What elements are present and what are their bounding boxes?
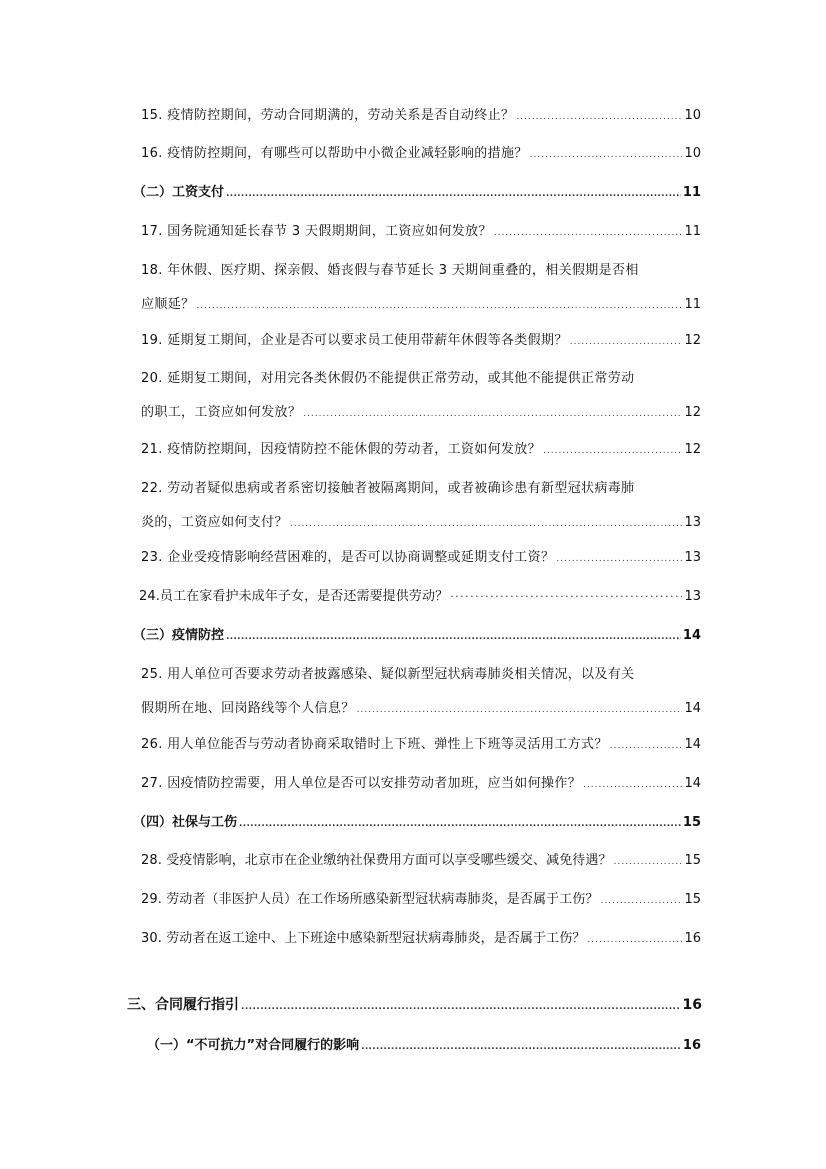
toc-page-number: 13 (684, 515, 701, 530)
leader-dots (450, 588, 682, 605)
toc-section-title: （一）“不可抗力”对合同履行的影响 (147, 1038, 360, 1053)
toc-page-number: 15 (684, 892, 701, 907)
toc-page-number: 10 (684, 108, 701, 123)
toc-entry-text: 15. 疫情防控期间，劳动合同期满的，劳动关系是否自动终止？ (141, 108, 515, 123)
leader-dots (530, 147, 683, 164)
leader-dots (241, 999, 681, 1016)
leader-dots (543, 443, 682, 460)
toc-section-force-majeure[interactable] (147, 1037, 701, 1056)
leader-dots (290, 516, 683, 533)
toc-entry-text: 应顺延？ (141, 297, 195, 312)
toc-entry-19[interactable] (141, 332, 701, 351)
toc-entry-text: 19. 延期复工期间，企业是否可以要求员工使用带薪年休假等各类假期？ (141, 333, 568, 348)
toc-page-number: 13 (684, 550, 701, 565)
leader-dots (587, 932, 682, 949)
toc-page-number: 16 (684, 931, 701, 946)
leader-dots (583, 777, 682, 794)
toc-page-number: 11 (682, 185, 701, 200)
toc-section-title: （四）社保与工伤 (133, 815, 238, 830)
toc-entry-text: 21. 疫情防控期间，因疫情防控不能休假的劳动者，工资如何发放？ (141, 442, 542, 457)
leader-dots (303, 406, 682, 423)
toc-entry-27[interactable] (141, 775, 701, 794)
leader-dots (226, 186, 681, 203)
toc-page-number: 15 (682, 815, 701, 830)
toc-page-number: 14 (684, 701, 701, 716)
toc-page-number: 16 (682, 1038, 701, 1053)
toc-entry-text-line1: 22. 劳动者疑似患病或者系密切接触者被隔离期间，或者被确诊患有新型冠状病毒肺 (141, 481, 635, 496)
toc-entry-15[interactable] (141, 107, 701, 126)
toc-entry-text: 26. 用人单位能否与劳动者协商采取错时上下班、弹性上下班等灵活用工方式？ (141, 737, 608, 752)
toc-page-number: 15 (684, 853, 701, 868)
toc-page-number: 13 (684, 589, 701, 604)
toc-page-number: 14 (684, 776, 701, 791)
leader-dots (226, 629, 681, 646)
toc-entry-20[interactable] (141, 370, 701, 423)
toc-entry-25[interactable] (141, 666, 701, 719)
toc-section-title: （三）疫情防控 (133, 628, 225, 643)
toc-entry-text: 假期所在地、回岗路线等个人信息？ (141, 701, 355, 716)
leader-dots (357, 702, 683, 719)
toc-entry-21[interactable] (141, 441, 701, 460)
toc-entry-text: 的职工，工资应如何发放？ (141, 405, 302, 420)
leader-dots (601, 893, 683, 910)
toc-entry-text: 炎的，工资应如何支付？ (141, 515, 288, 530)
leader-dots (614, 854, 683, 871)
toc-entry-23[interactable] (141, 549, 701, 568)
toc-entry-22[interactable] (141, 480, 701, 533)
toc-page-number: 16 (682, 997, 702, 1013)
leader-dots (570, 334, 683, 351)
toc-entry-24[interactable] (139, 588, 701, 605)
toc-part-contract-performance[interactable] (127, 997, 702, 1016)
toc-section-wage-payment[interactable] (133, 184, 701, 203)
toc-entry-18[interactable] (141, 262, 701, 315)
toc-page-number: 14 (684, 737, 701, 752)
toc-entry-29[interactable] (141, 891, 701, 910)
toc-entry-16[interactable] (141, 145, 701, 164)
leader-dots (361, 1039, 681, 1056)
toc-entry-17[interactable] (141, 223, 701, 242)
toc-page-number: 11 (684, 224, 701, 239)
toc-section-title: （二）工资支付 (133, 185, 225, 200)
leader-dots (516, 109, 682, 126)
leader-dots (556, 551, 682, 568)
toc-section-epidemic-control[interactable] (133, 627, 701, 646)
toc-entry-text: 16. 疫情防控期间，有哪些可以帮助中小微企业减轻影响的措施？ (141, 146, 528, 161)
toc-page-number: 14 (682, 628, 701, 643)
toc-page-number: 12 (684, 333, 701, 348)
leader-dots (494, 225, 683, 242)
toc-entry-text: 17. 国务院通知延长春节 3 天假期期间，工资应如何发放？ (141, 224, 492, 239)
toc-entry-text: 24.员工在家看护未成年子女，是否还需要提供劳动？ (139, 589, 449, 604)
toc-section-social-insurance[interactable] (133, 814, 701, 833)
toc-entry-text-line1: 18. 年休假、医疗期、探亲假、婚丧假与春节延长 3 天期间重叠的，相关假期是否相 (141, 263, 639, 278)
toc-page-number: 10 (684, 146, 701, 161)
toc-entry-text-line1: 25. 用人单位可否要求劳动者披露感染、疑似新型冠状病毒肺炎相关情况，以及有关 (141, 667, 635, 682)
toc-entry-26[interactable] (141, 736, 701, 755)
leader-dots (196, 298, 682, 315)
toc-entry-text: 30. 劳动者在返工途中、上下班途中感染新型冠状病毒肺炎，是否属于工伤？ (141, 931, 586, 946)
leader-dots (239, 816, 681, 833)
toc-page-number: 12 (684, 405, 701, 420)
toc-entry-28[interactable] (141, 852, 701, 871)
toc-entry-text: 27. 因疫情防控需要，用人单位是否可以安排劳动者加班，应当如何操作？ (141, 776, 582, 791)
leader-dots (610, 738, 683, 755)
toc-entry-text-line1: 20. 延期复工期间，对用完各类休假仍不能提供正常劳动，或其他不能提供正常劳动 (141, 371, 635, 386)
toc-entry-text: 28. 受疫情影响，北京市在企业缴纳社保费用方面可以享受哪些缓交、减免待遇？ (141, 853, 612, 868)
toc-part-title: 三、合同履行指引 (127, 997, 239, 1013)
toc-entry-text: 23. 企业受疫情影响经营困难的，是否可以协商调整或延期支付工资？ (141, 550, 555, 565)
toc-entry-30[interactable] (141, 930, 701, 949)
toc-page-number: 12 (684, 442, 701, 457)
toc-entry-text: 29. 劳动者（非医护人员）在工作场所感染新型冠状病毒肺炎，是否属于工伤？ (141, 892, 599, 907)
toc-page-number: 11 (684, 297, 701, 312)
